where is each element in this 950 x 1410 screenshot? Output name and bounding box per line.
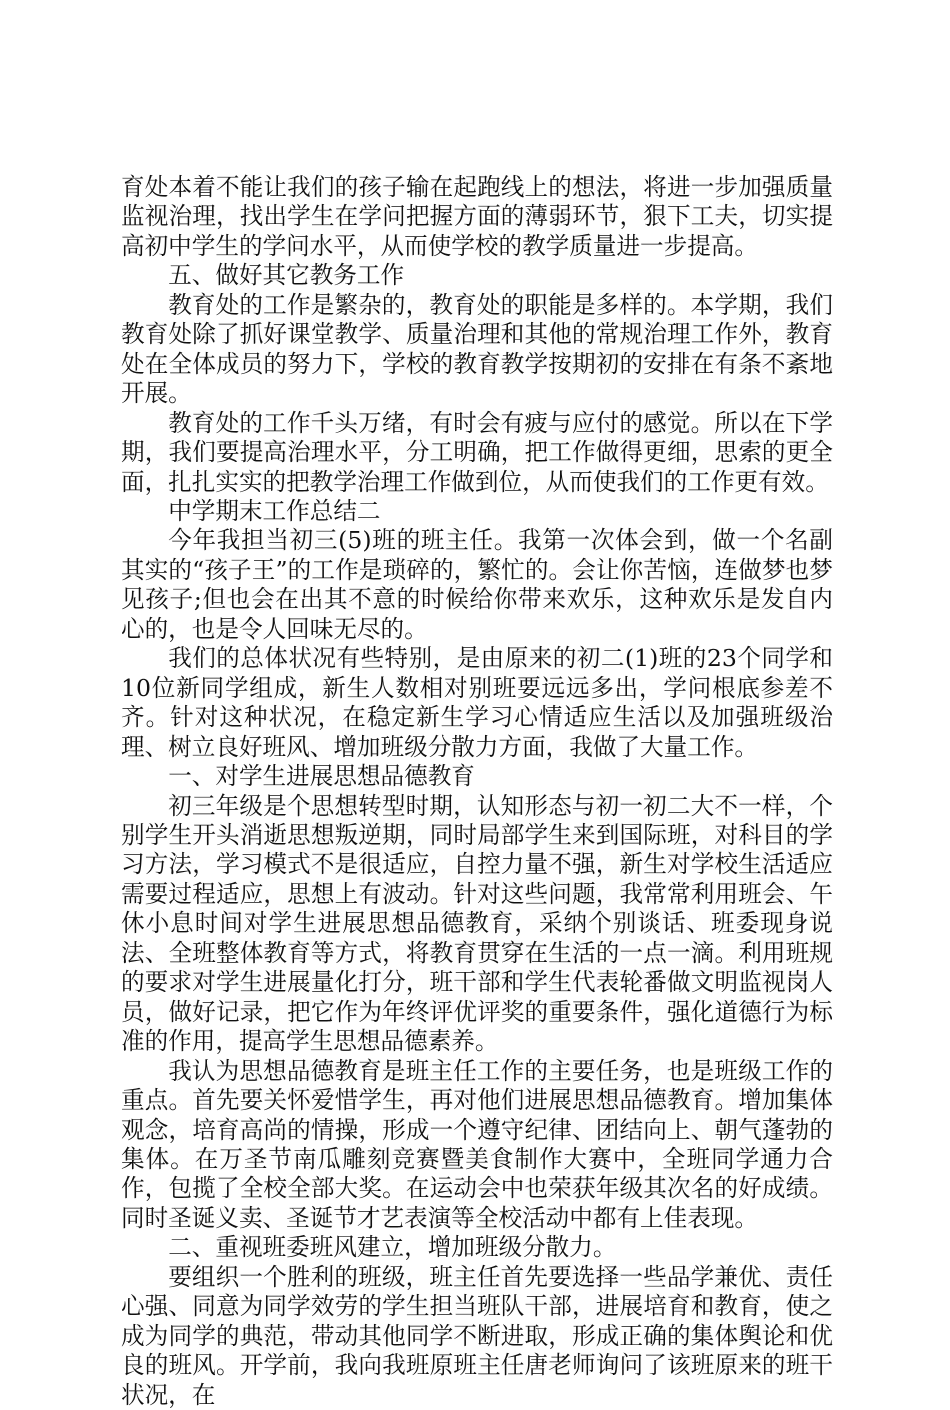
paragraph: 我认为思想品德教育是班主任工作的主要任务，也是班级工作的重点。首先要关怀爱惜学生，再对他们进展思想品德教育。增加集体观念，培育高尚的情操，形成一个遵守纪律、团结向上、朝气蓬勃的集体。在万圣节南瓜雕刻竞赛暨美食制作大赛中，全班同学通力合作，包揽了全校全部大奖。在运动会中也荣获年级其次名的好成绩。同时圣诞义卖、圣诞节才艺表演等全校活动中都有上佳表现。	[121, 1056, 833, 1232]
section-heading-one: 一、对学生进展思想品德教育	[168, 762, 475, 791]
paragraph: 今年我担当初三(5)班的班主任。我第一次体会到，做一个名副其实的“孩子王”的工作是琐碎的，繁忙的。会让你苦恼，连做梦也梦见孩子;但也会在出其不意的时候给你带来欢乐，这种欢乐是发自内心的，也是令人回味无尽的。	[121, 526, 833, 643]
paragraph: 要组织一个胜利的班级，班主任首先要选择一些品学兼优、责任心强、同意为同学效劳的学生担当班队干部，进展培育和教育，使之成为同学的典范，带动其他同学不断进取，形成正确的集体舆论和优良的班风。开学前，我向我班原班主任唐老师询问了该班原来的班干状况，在	[121, 1262, 833, 1409]
paragraph: 教育处的工作千头万绪，有时会有疲与应付的感觉。所以在下学期，我们要提高治理水平，分工明确，把工作做得更细，思索的更全面，扎扎实实的把教学治理工作做到位，从而使我们的工作更有效。	[121, 408, 833, 496]
document-body	[121, 173, 833, 1410]
paragraph: 初三年级是个思想转型时期，认知形态与初一初二大不一样，个别学生开头消逝思想叛逆期，同时局部学生来到国际班，对科目的学习方法，学习模式不是很适应，自控力量不强，新生对学校生活适应需要过程适应，思想上有波动。针对这些问题，我常常利用班会、午休小息时间对学生进展思想品德教育，采纳个别谈话、班委现身说法、全班整体教育等方式，将教育贯穿在生活的一点一滴。利用班规的要求对学生进展量化打分，班干部和学生代表轮番做文明监视岗人员，做好记录，把它作为年终评优评奖的重要条件，强化道德行为标准的作用，提高学生思想品德素养。	[121, 791, 833, 1056]
document-subtitle: 中学期末工作总结二	[168, 496, 381, 525]
paragraph: 我们的总体状况有些特别，是由原来的初二(1)班的23个同学和10位新同学组成，新生人数相对别班要远远多出，学问根底参差不齐。针对这种状况，在稳定新生学习心情适应生活以及加强班级治理、树立良好班风、增加班级分散力方面，我做了大量工作。	[121, 644, 833, 761]
section-heading-two: 二、重视班委班风建立，增加班级分散力。	[168, 1233, 617, 1262]
paragraph: 教育处的工作是繁杂的，教育处的职能是多样的。本学期，我们教育处除了抓好课堂教学、质量治理和其他的常规治理工作外，教育处在全体成员的努力下，学校的教育教学按期初的安排在有条不紊地开展。	[121, 290, 833, 408]
paragraph-continuation: 育处本着不能让我们的孩子输在起跑线上的想法，将进一步加强质量监视治理，找出学生在学问把握方面的薄弱环节，狠下工夫，切实提高初中学生的学问水平，从而使学校的教学质量进一步提高。	[121, 173, 833, 260]
section-heading-five: 五、做好其它教务工作	[168, 261, 405, 290]
